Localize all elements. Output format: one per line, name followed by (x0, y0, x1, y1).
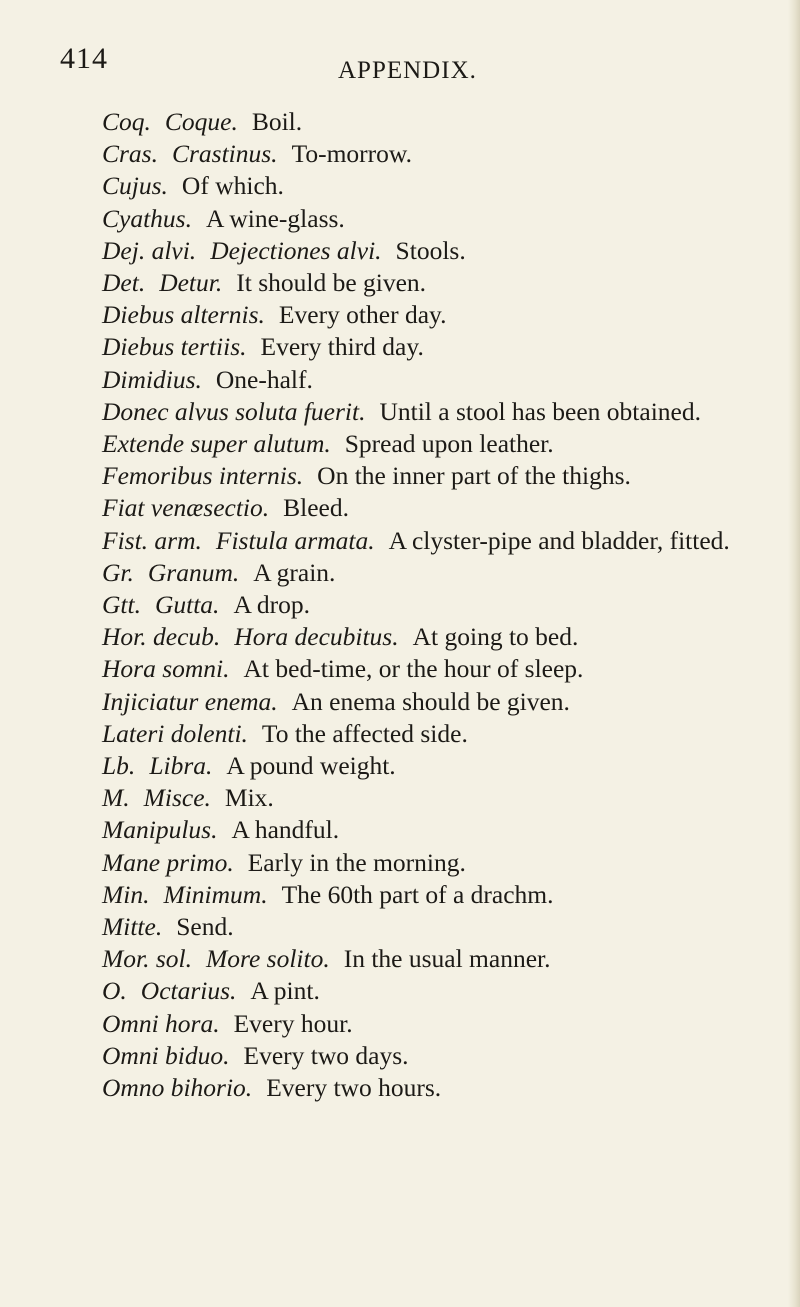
entry-abbreviation: Cyathus. (102, 203, 192, 233)
entry-full-form: More solito. (205, 944, 330, 974)
entry-full-form: Crastinus. (171, 139, 278, 169)
list-item (102, 879, 762, 911)
entry-meaning: A handful. (231, 815, 340, 845)
list-item (102, 686, 762, 718)
entry-abbreviation: Injiciatur enema. (102, 686, 278, 716)
entry-abbreviation: Omni hora. (102, 1008, 220, 1038)
entry-meaning: In the usual manner. (343, 944, 551, 974)
entry-meaning: A grain. (253, 557, 336, 587)
entry-full-form: Minimum. (163, 879, 268, 909)
entry-abbreviation: Dej. alvi. (102, 235, 197, 265)
entry-meaning: On the inner part of the thighs. (317, 461, 631, 491)
entry-abbreviation: Diebus tertiis. (102, 332, 247, 362)
list-item (102, 782, 762, 814)
entry-abbreviation: Hor. decub. (102, 622, 221, 652)
entry-meaning: A pound weight. (226, 751, 396, 781)
list-item (102, 1040, 762, 1072)
list-item (102, 492, 762, 524)
entry-abbreviation: Mane primo. (102, 847, 234, 877)
list-item (102, 331, 762, 363)
entry-meaning: Bleed. (283, 493, 349, 523)
list-item (102, 621, 762, 653)
entry-abbreviation: Dimidius. (102, 364, 202, 394)
entry-abbreviation: Fiat venæsectio. (102, 493, 270, 523)
entry-meaning: Stools. (395, 235, 466, 265)
entry-meaning: Of which. (181, 171, 284, 201)
entry-full-form: Libra. (149, 751, 213, 781)
entry-meaning: It should be given. (236, 268, 427, 298)
entry-meaning: Spread upon leather. (344, 429, 554, 459)
list-item (102, 267, 762, 299)
entry-abbreviation: Lb. (102, 751, 136, 781)
running-head: APPENDIX. (338, 57, 477, 84)
entry-abbreviation: Mitte. (102, 912, 163, 942)
entry-meaning: To-morrow. (291, 139, 413, 169)
entry-meaning: A pint. (250, 976, 320, 1006)
entry-meaning: One-half. (215, 364, 313, 394)
list-item (102, 750, 762, 782)
entry-abbreviation: Extende super alutum. (102, 429, 331, 459)
list-item (102, 364, 762, 396)
list-item (102, 525, 762, 557)
entry-meaning: To the affected side. (261, 718, 468, 748)
entry-meaning: Send. (176, 912, 234, 942)
page-edge-shadow (788, 0, 800, 1307)
list-item (102, 106, 762, 138)
entry-abbreviation: Min. (102, 879, 150, 909)
entry-meaning: The 60th part of a drachm. (281, 879, 554, 909)
entry-abbreviation: Donec alvus soluta fuerit. (102, 396, 366, 426)
entry-abbreviation: Det. (102, 268, 146, 298)
entry-abbreviation: Omni biduo. (102, 1040, 230, 1070)
list-item (102, 814, 762, 846)
page-number: 414 (60, 42, 108, 75)
entry-meaning: A drop. (233, 590, 310, 620)
entry-abbreviation: M. (102, 783, 130, 813)
list-item (102, 653, 762, 685)
list-item (102, 203, 762, 235)
list-item (102, 299, 762, 331)
abbreviation-list (102, 106, 762, 1104)
entry-full-form: Dejectiones alvi. (210, 235, 382, 265)
entry-abbreviation: Omno bihorio. (102, 1073, 253, 1103)
entry-meaning: Mix. (224, 783, 274, 813)
entry-meaning: At bed-time, or the hour of sleep. (243, 654, 584, 684)
list-item (102, 557, 762, 589)
list-item (102, 428, 762, 460)
entry-full-form: Detur. (159, 268, 223, 298)
list-item (102, 460, 762, 492)
entry-full-form: Coque. (164, 107, 238, 136)
list-item (102, 943, 762, 975)
entry-abbreviation: Mor. sol. (102, 944, 192, 974)
list-item (102, 235, 762, 267)
list-item (102, 911, 762, 943)
entry-full-form: Granum. (147, 557, 240, 587)
entry-abbreviation: Coq. (102, 107, 151, 136)
entry-abbreviation: Cujus. (102, 171, 168, 201)
list-item (102, 170, 762, 202)
entry-abbreviation: Gtt. (102, 590, 141, 620)
entry-meaning: Until a stool has been obtained. (379, 396, 701, 426)
list-item (102, 589, 762, 621)
entry-meaning: Every two hours. (266, 1073, 442, 1103)
list-item (102, 396, 762, 428)
entry-abbreviation: Hora somni. (102, 654, 230, 684)
entry-full-form: Octarius. (140, 976, 237, 1006)
entry-meaning: Boil. (251, 107, 303, 136)
list-item (102, 847, 762, 879)
entry-meaning: Every other day. (278, 300, 447, 330)
list-item (102, 975, 762, 1007)
entry-meaning: A clyster-pipe and bladder, fitted. (388, 525, 730, 555)
entry-meaning: Every third day. (260, 332, 424, 362)
entry-full-form: Fistula armata. (215, 525, 375, 555)
entry-abbreviation: Lateri dolenti. (102, 718, 248, 748)
entry-abbreviation: Diebus alternis. (102, 300, 265, 330)
entry-meaning: Every hour. (233, 1008, 353, 1038)
entry-abbreviation: Manipulus. (102, 815, 218, 845)
entry-full-form: Gutta. (154, 590, 220, 620)
entry-meaning: Early in the morning. (247, 847, 466, 877)
list-item (102, 1072, 762, 1104)
list-item (102, 718, 762, 750)
entry-abbreviation: Gr. (102, 557, 134, 587)
list-item (102, 1008, 762, 1040)
entry-abbreviation: Femoribus internis. (102, 461, 304, 491)
entry-meaning: A wine-glass. (205, 203, 345, 233)
entry-full-form: Misce. (143, 783, 211, 813)
list-item (102, 138, 762, 170)
entry-abbreviation: Cras. (102, 139, 158, 169)
entry-meaning: An enema should be given. (291, 686, 570, 716)
entry-meaning: At going to bed. (412, 622, 579, 652)
entry-meaning: Every two days. (243, 1040, 409, 1070)
entry-abbreviation: Fist. arm. (102, 525, 202, 555)
entry-full-form: Hora decubitus. (234, 622, 399, 652)
entry-abbreviation: O. (102, 976, 127, 1006)
